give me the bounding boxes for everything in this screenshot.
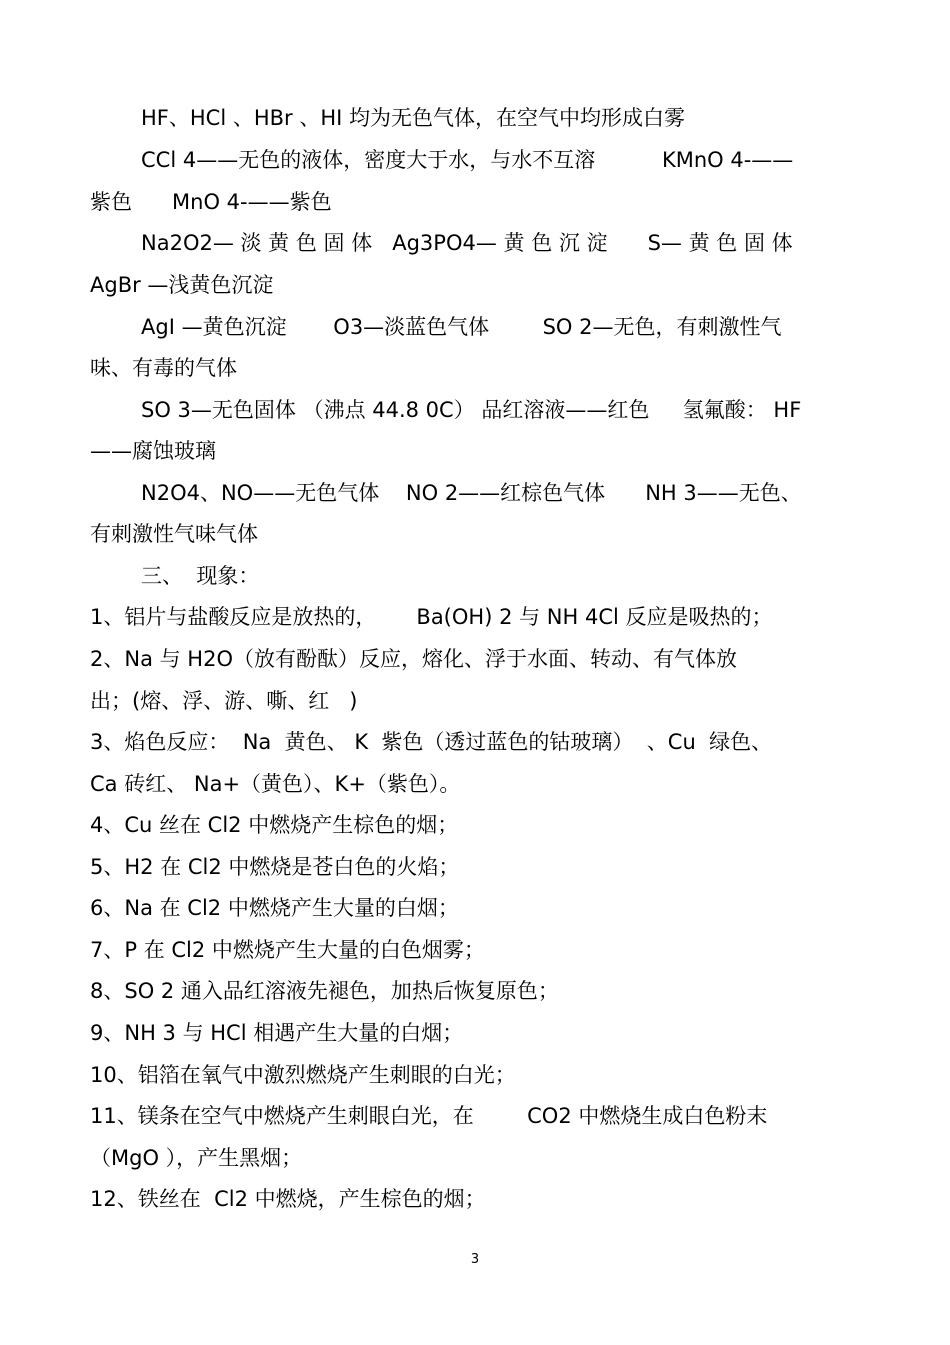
text-line: Ca 砖红、 Na+（黄色）、K+（紫色）。	[90, 772, 461, 796]
text-line: ——腐蚀玻璃	[90, 439, 216, 463]
section-heading: 三、 现象：	[141, 564, 260, 588]
text-line: 有刺激性气味气体	[90, 522, 258, 546]
text-line: 3、焰色反应： Na 黄色、 K 紫色（透过蓝色的钴玻璃） 、Cu 绿色、	[90, 730, 773, 754]
text-line: 6、Na 在 Cl2 中燃烧产生大量的白烟；	[90, 896, 459, 920]
text-line: Na2O2— 淡 黄 色 固 体 Ag3PO4— 黄 色 沉 淀 S— 黄 色 固 体	[141, 231, 793, 255]
text-line: 5、H2 在 Cl2 中燃烧是苍白色的火焰；	[90, 855, 460, 879]
text-line: 紫色 MnO 4-——紫色	[90, 190, 332, 214]
text-line: 2、Na 与 H2O（放有酚酞）反应，熔化、浮于水面、转动、有气体放	[90, 647, 737, 671]
text-line: SO 3—无色固体 （沸点 44.8 0C） 品红溶液——红色 氢氟酸： HF	[141, 398, 802, 422]
text-line: 8、SO 2 通入品红溶液先褪色，加热后恢复原色；	[90, 979, 559, 1003]
text-line: AgI —黄色沉淀 O3—淡蓝色气体 SO 2—无色，有刺激性气	[141, 315, 782, 339]
page-number: 3	[470, 1252, 480, 1267]
text-line: 1、铝片与盐酸反应是放热的， Ba(OH) 2 与 NH 4Cl 反应是吸热的；	[90, 605, 773, 629]
text-line: 味、有毒的气体	[90, 356, 237, 380]
text-line: CCl 4——无色的液体，密度大于水，与水不互溶 KMnO 4-——	[141, 148, 794, 172]
text-line: N2O4、NO——无色气体 NO 2——红棕色气体 NH 3——无色、	[141, 481, 802, 505]
text-line: 7、P 在 Cl2 中燃烧产生大量的白色烟雾；	[90, 938, 485, 962]
text-line: （MgO ），产生黑烟；	[90, 1146, 303, 1170]
text-line: HF、HCl 、HBr 、HI 均为无色气体，在空气中均形成白雾	[141, 106, 685, 130]
text-line: 出；(熔、浮、游、嘶、红 )	[90, 689, 358, 713]
text-line: AgBr —浅黄色沉淀	[90, 273, 274, 297]
text-line: 4、Cu 丝在 Cl2 中燃烧产生棕色的烟；	[90, 813, 459, 837]
text-line: 10、铝箔在氧气中激烈燃烧产生刺眼的白光；	[90, 1063, 516, 1087]
text-line: 11、镁条在空气中燃烧产生刺眼白光，在 CO2 中燃烧生成白色粉末	[90, 1104, 768, 1128]
text-line: 9、NH 3 与 HCl 相遇产生大量的白烟；	[90, 1021, 464, 1045]
text-line: 12、铁丝在 Cl2 中燃烧，产生棕色的烟；	[90, 1187, 486, 1211]
